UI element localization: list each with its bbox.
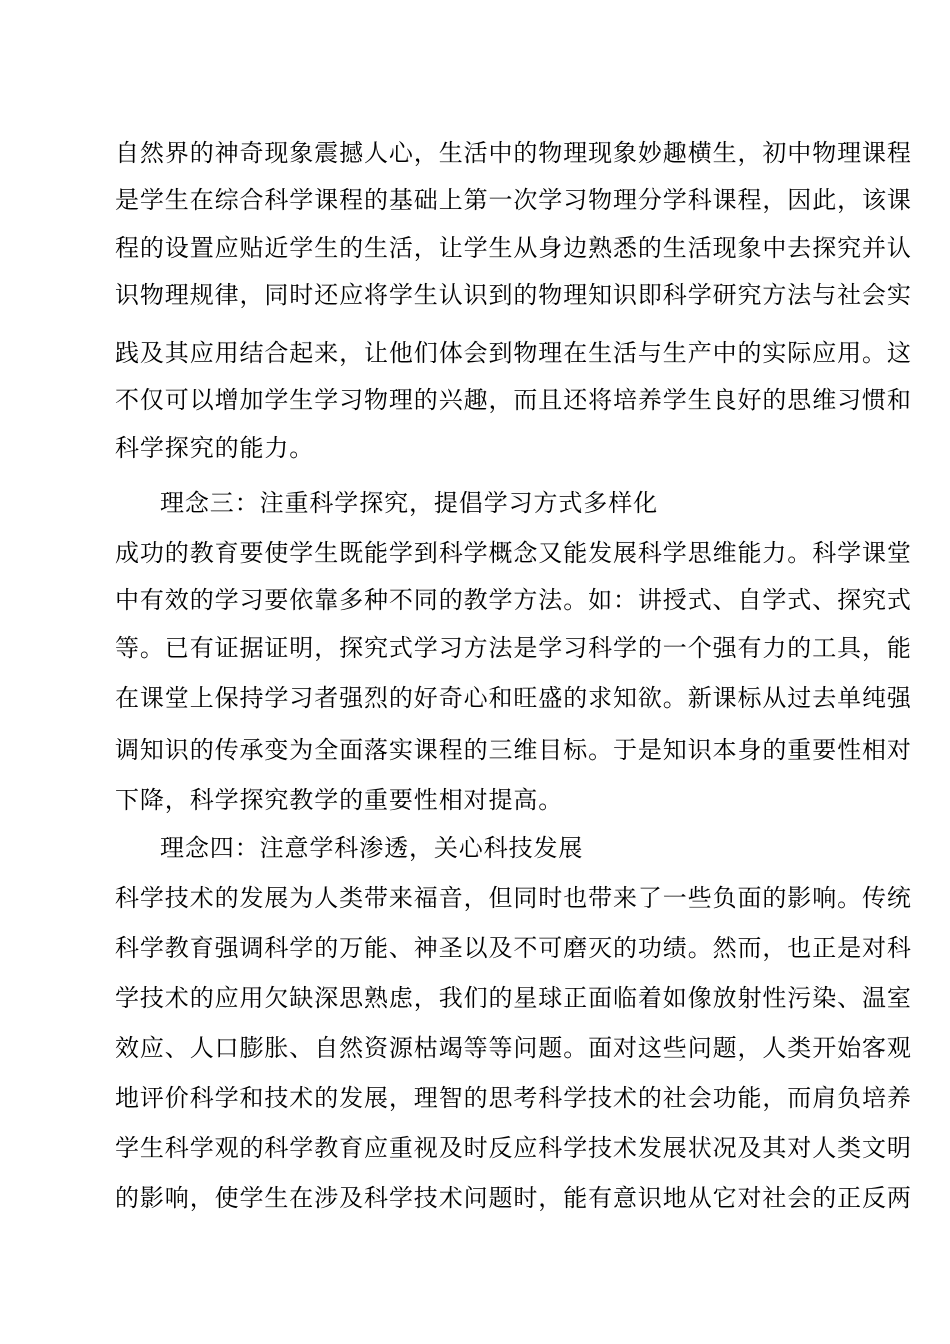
paragraph-2-line: 调知识的传承变为全面落实课程的三维目标。于是知识本身的重要性相对 — [115, 736, 912, 764]
paragraph-3-line: 效应、人口膨胀、自然资源枯竭等等问题。面对这些问题，人类开始客观 — [115, 1034, 912, 1062]
paragraph-1-line: 识物理规律，同时还应将学生认识到的物理知识即科学研究方法与社会实 — [115, 281, 912, 309]
paragraph-2-line: 中有效的学习要依靠多种不同的教学方法。如：讲授式、自学式、探究式 — [115, 586, 912, 614]
paragraph-3-line: 科学教育强调科学的万能、神圣以及不可磨灭的功绩。然而，也正是对科 — [115, 934, 912, 962]
paragraph-2-line: 等。已有证据证明，探究式学习方法是学习科学的一个强有力的工具，能 — [115, 634, 912, 662]
paragraph-2-line: 成功的教育要使学生既能学到科学概念又能发展科学思维能力。科学课堂 — [115, 539, 912, 567]
section-heading-4: 理念四：注意学科渗透，关心科技发展 — [160, 834, 584, 862]
paragraph-3-line: 科学技术的发展为人类带来福音，但同时也带来了一些负面的影响。传统 — [115, 884, 912, 912]
paragraph-3-line: 地评价科学和技术的发展，理智的思考科学技术的社会功能，而肩负培养 — [115, 1084, 912, 1112]
paragraph-3-line: 学生科学观的科学教育应重视及时反应科学技术发展状况及其对人类文明 — [115, 1134, 912, 1162]
paragraph-1-line: 是学生在综合科学课程的基础上第一次学习物理分学科课程，因此，该课 — [115, 186, 912, 214]
paragraph-1-line: 科学探究的能力。 — [115, 434, 315, 462]
paragraph-1-line: 程的设置应贴近学生的生活，让学生从身边熟悉的生活现象中去探究并认 — [115, 234, 912, 262]
paragraph-3-line: 学技术的应用欠缺深思熟虑，我们的星球正面临着如像放射性污染、温室 — [115, 984, 912, 1012]
paragraph-1-line: 自然界的神奇现象震撼人心，生活中的物理现象妙趣横生，初中物理课程 — [115, 139, 912, 167]
paragraph-1-line: 不仅可以增加学生学习物理的兴趣，而且还将培养学生良好的思维习惯和 — [115, 386, 912, 414]
paragraph-2-line: 在课堂上保持学习者强烈的好奇心和旺盛的求知欲。新课标从过去单纯强 — [115, 684, 912, 712]
paragraph-2-line: 下降，科学探究教学的重要性相对提高。 — [115, 786, 564, 814]
paragraph-3-line: 的影响，使学生在涉及科学技术问题时，能有意识地从它对社会的正反两 — [115, 1184, 912, 1212]
section-heading-3: 理念三：注重科学探究，提倡学习方式多样化 — [160, 489, 658, 517]
paragraph-1-line: 践及其应用结合起来，让他们体会到物理在生活与生产中的实际应用。这 — [115, 339, 912, 367]
